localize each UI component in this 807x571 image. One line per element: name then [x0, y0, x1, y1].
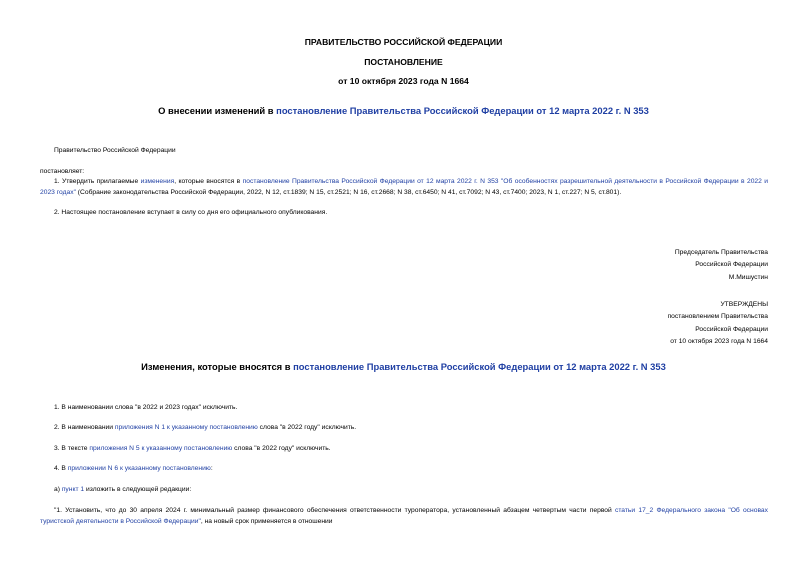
change-item-2-text-b: слова "в 2022 году" исключить.: [257, 424, 357, 431]
changes-title-decree-link[interactable]: постановление Правительства Российской Федерации от 12 марта 2022 г. N 353: [293, 361, 666, 372]
document-title: [0, 105, 807, 116]
approval-line-4: от 10 октября 2023 года N 1664: [670, 338, 768, 346]
approval-block: [668, 299, 768, 349]
paragraph-1-text-a: 1. Утвердить прилагаемые: [54, 178, 141, 185]
changes-title: [0, 361, 807, 372]
quoted-paragraph-text-b: , на новый срок применяется в отношении: [200, 518, 333, 525]
decides-text: постановляет:: [40, 168, 85, 175]
approval-line-1: УТВЕРЖДЕНЫ: [720, 301, 768, 308]
appendix-6-link[interactable]: приложении N 6 к указанному постановлению: [67, 465, 211, 472]
change-item-1: 1. В наименовании слова "в 2022 и 2023 годах" исключить.: [54, 404, 238, 411]
change-item-2-text-a: 2. В наименовании: [54, 424, 115, 431]
document-title-prefix: О внесении изменений в: [158, 105, 277, 116]
signature-name: М.Мишустин: [728, 273, 768, 281]
paragraph-1-text-b: , которые вносятся в: [174, 178, 243, 185]
change-item-3-text-b: слова "в 2022 году" исключить.: [232, 445, 331, 452]
approval-line-2: постановлением Правительства: [667, 313, 768, 321]
signature-position: Председатель Правительства: [674, 249, 768, 256]
change-item-4: [54, 463, 213, 474]
signature-position-2: Российской Федерации: [695, 261, 768, 269]
paragraph-1: [40, 176, 768, 198]
appendix-1-link[interactable]: приложения N 1 к указанному постановлению: [114, 424, 258, 431]
decree-353-link[interactable]: постановление Правительства Российской Федерации от 12 марта 2022 г. N 353 "Об особенностях разрешительной деятельности в Российской Федерации в 2022 и 2023 годах": [40, 178, 768, 196]
date-number-heading: от 10 октября 2023 года N 1664: [338, 76, 469, 86]
change-item-3-text-a: 3. В тексте: [54, 445, 90, 452]
federal-law-article-link[interactable]: статьи 17_2 Федерального закона "Об основах туристской деятельности в Российской Федерации": [40, 507, 768, 525]
intro-text: Правительство Российской Федерации: [54, 147, 176, 154]
changes-title-prefix: Изменения, которые вносятся в: [141, 361, 294, 372]
change-item-4-text-a: 4. В: [54, 465, 68, 472]
paragraph-2: 2. Настоящее постановление вступает в силу со дня его официального опубликования.: [54, 209, 328, 216]
change-item-a-text-a: а): [54, 486, 62, 493]
quoted-paragraph-text-a: "1. Установить, что до 30 апреля 2024 г. минимальный размер финансового обеспечения ответственности туроператора, установленный абзацем четвертым части первой: [54, 507, 615, 514]
org-heading: ПРАВИТЕЛЬСТВО РОССИЙСКОЙ ФЕДЕРАЦИИ: [304, 37, 503, 47]
changes-link[interactable]: изменения: [140, 178, 175, 185]
doc-type-heading: ПОСТАНОВЛЕНИЕ: [364, 57, 443, 67]
paragraph-1-text-c: (Собрание законодательства Российской Федерации, 2022, N 12, ст.1839; N 15, ст.2521; N 16, ст.2668; N 38, ст.6450; N 41, ст.7092; N 43, ст.7400; 2023, N 1, ст.227; N 5, ст.801).: [75, 189, 622, 196]
change-item-4-text-b: :: [210, 465, 213, 472]
quoted-paragraph: [40, 505, 768, 527]
change-item-3: [54, 443, 331, 454]
point-1-link[interactable]: пункт 1: [61, 486, 85, 493]
signature-block: [675, 247, 768, 284]
change-item-a: [54, 484, 191, 495]
change-item-a-text-b: изложить в следующей редакции:: [84, 486, 192, 493]
change-item-2: [54, 422, 356, 433]
appendix-5-link[interactable]: приложения N 5 к указанному постановлению: [89, 445, 233, 452]
approval-line-3: Российской Федерации: [695, 325, 768, 333]
title-decree-link[interactable]: постановление Правительства Российской Федерации от 12 марта 2022 г. N 353: [276, 105, 649, 116]
